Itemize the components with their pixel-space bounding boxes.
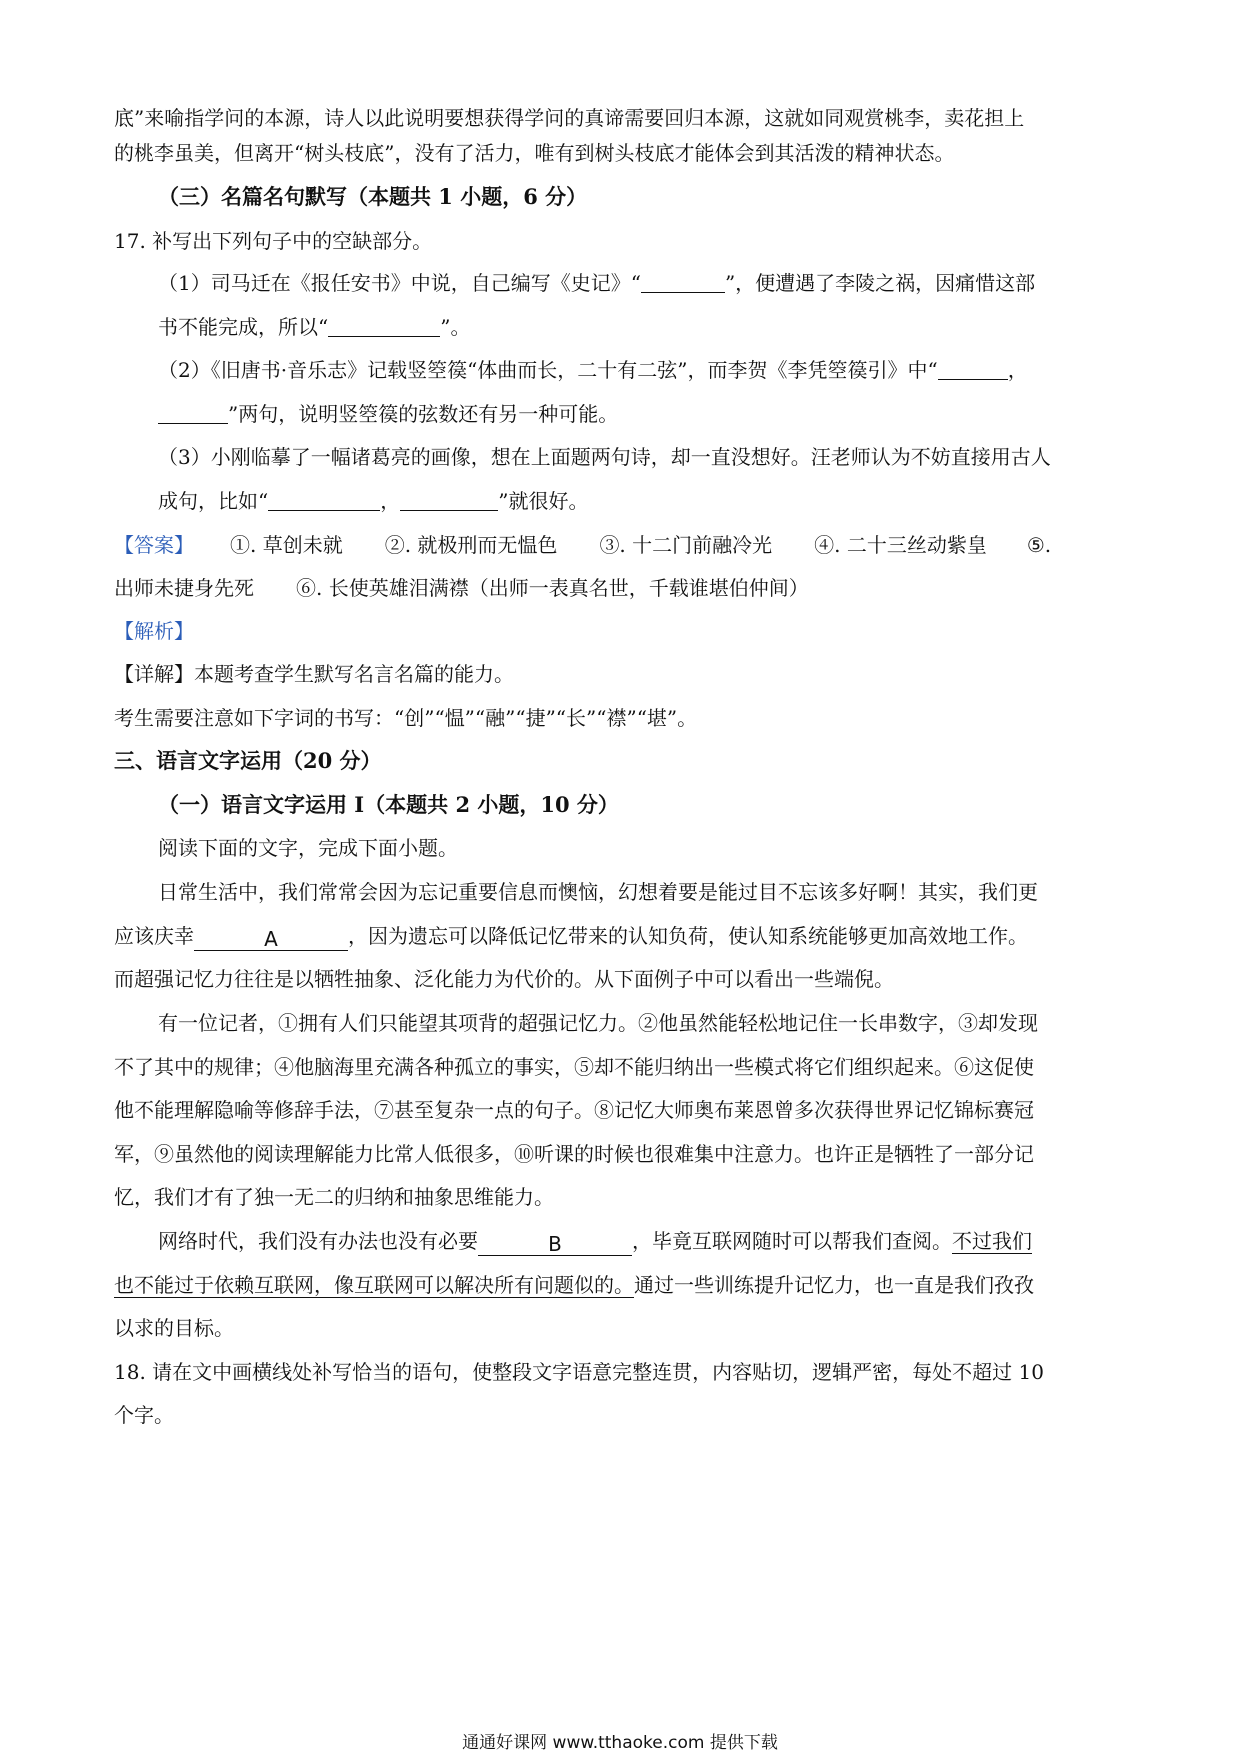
q17-part-3-line-1: （3）小刚临摹了一幅诸葛亮的画像，想在上面题两句诗，却一直没想好。汪老师认为不妨直接用古人 (158, 445, 1051, 469)
answer-line-2 (114, 573, 809, 603)
answer-blank (268, 488, 380, 511)
reading-instruction: 阅读下面的文字，完成下面小题。 (158, 836, 458, 860)
passage-text: ，毕竟互联网随时可以帮我们查阅。 (632, 1229, 952, 1253)
intro-line-1: 底”来喻指学问的本源，诗人以此说明要想获得学问的真谛需要回归本源，这就如同观赏桃李，卖花担上 (114, 106, 1025, 130)
question-18-line-2: 个字。 (114, 1403, 174, 1427)
q17-text: ， (1007, 358, 1028, 382)
passage-b-line-3: 他不能理解隐喻等修辞手法，⑦甚至复杂一点的句子。⑧记忆大师奥布莱恩曾多次获得世界记忆锦标赛冠 (114, 1098, 1034, 1122)
q17-text: ”，便遭遇了李陵之祸，因痛惜这部 (724, 271, 1036, 295)
passage-a-line-1: 日常生活中，我们常常会因为忘记重要信息而懊恼，幻想着要是能过目不忘该多好啊！其实，我们更 (158, 880, 1038, 904)
intro-line-2: 的桃李虽美，但离开“树头枝底”，没有了活力，唯有到树头枝底才能体会到其活泼的精神状态。 (114, 141, 955, 165)
underlined-sentence: 不过我们 (952, 1229, 1032, 1253)
detail-line: 【详解】本题考查学生默写名言名篇的能力。 (114, 662, 514, 686)
q17-text: 书不能完成，所以“ (158, 315, 329, 339)
answer-item-4: ④. 二十三丝动紫皇 (814, 533, 987, 557)
blank-b: B (478, 1233, 632, 1256)
answer-blank (400, 488, 498, 511)
q17-text: ， (380, 489, 401, 513)
passage-b-line-2: 不了其中的规律；④他脑海里充满各种孤立的事实，⑤却不能归纳出一些模式将它们组织起来。⑥这促使 (114, 1055, 1034, 1079)
passage-c-line-2 (114, 1270, 1034, 1300)
answer-item-1: ①. 草创未就 (230, 533, 343, 557)
passage-text: ，因为遗忘可以降低记忆带来的认知负荷，使认知系统能够更加高效地工作。 (348, 924, 1028, 948)
passage-c-line-1 (158, 1226, 1032, 1256)
answer-item-5-number: ⑤. (1026, 533, 1052, 557)
passage-b-line-1: 有一位记者，①拥有人们只能望其项背的超强记忆力。②他虽然能轻松地记住一长串数字，③却发现 (158, 1011, 1038, 1035)
passage-text: 应该庆幸 (114, 924, 194, 948)
analysis-tag: 【解析】 (114, 619, 194, 643)
q17-text: （1）司马迁在《报任安书》中说，自己编写《史记》“ (158, 271, 641, 295)
answer-blank (641, 270, 725, 293)
q17-part-1-line-2 (158, 312, 470, 342)
q17-text: （2）《旧唐书·音乐志》记载竖箜篌“体曲而长，二十有二弦”，而李贺《李凭箜篌引》中“ (158, 358, 938, 382)
q17-text: ”就很好。 (498, 489, 589, 513)
answer-item-6: ⑥. 长使英雄泪满襟（出师一表真名世，千载谁堪伯仲间） (296, 576, 809, 600)
answer-tag: 【答案】 (114, 533, 194, 557)
passage-c-line-3: 以求的目标。 (114, 1316, 234, 1340)
passage-b-line-4: 军，⑨虽然他的阅读理解能力比常人低很多，⑩听课的时候也很难集中注意力。也许正是牺牲了一部分记 (114, 1142, 1034, 1166)
section-3-heading: 三、语言文字运用（20 分） (114, 748, 382, 773)
q17-text: ”两句，说明竖箜篌的弦数还有另一种可能。 (228, 402, 619, 426)
answer-blank (938, 357, 1008, 380)
passage-a-line-3: 而超强记忆力往往是以牺牲抽象、泛化能力为代价的。从下面例子中可以看出一些端倪。 (114, 967, 894, 991)
note-line: 考生需要注意如下字词的书写：“创”“愠”“融”“捷”“长”“襟”“堪”。 (114, 706, 698, 730)
answer-item-5: 出师未捷身先死 (114, 576, 254, 600)
passage-a-line-2 (114, 921, 1028, 951)
answer-line-1 (114, 530, 1051, 560)
q17-part-1-line-1 (158, 268, 1035, 298)
answer-item-3: ③. 十二门前融冷光 (599, 533, 773, 557)
q17-text: 成句，比如“ (158, 489, 269, 513)
underlined-sentence: 也不能过于依赖互联网，像互联网可以解决所有问题似的。 (114, 1273, 634, 1297)
section-3-1-heading: （一）语言文字运用 I（本题共 2 小题，10 分） (158, 792, 619, 817)
passage-b-line-5: 忆，我们才有了独一无二的归纳和抽象思维能力。 (114, 1185, 554, 1209)
footer-watermark: 通通好课网 www.tthaoke.com 提供下载 (462, 1733, 778, 1753)
answer-blank (328, 314, 440, 337)
q17-text: ”。 (440, 315, 471, 339)
q17-part-3-line-2 (158, 486, 588, 516)
q17-part-2-line-1 (158, 355, 1028, 385)
blank-a: A (194, 928, 348, 951)
question-17-stem: 17. 补写出下列句子中的空缺部分。 (114, 229, 433, 253)
passage-text: 网络时代，我们没有办法也没有必要 (158, 1229, 478, 1253)
section-heading-famous-lines: （三）名篇名句默写（本题共 1 小题，6 分） (158, 184, 588, 209)
q17-part-2-line-2 (158, 399, 618, 429)
answer-blank (158, 401, 228, 424)
passage-text: 通过一些训练提升记忆力，也一直是我们孜孜 (634, 1273, 1034, 1297)
question-18-line-1: 18. 请在文中画横线处补写恰当的语句，使整段文字语意完整连贯，内容贴切，逻辑严密，每处不超过 10 (114, 1360, 1044, 1384)
answer-item-2: ②. 就极刑而无愠色 (384, 533, 558, 557)
